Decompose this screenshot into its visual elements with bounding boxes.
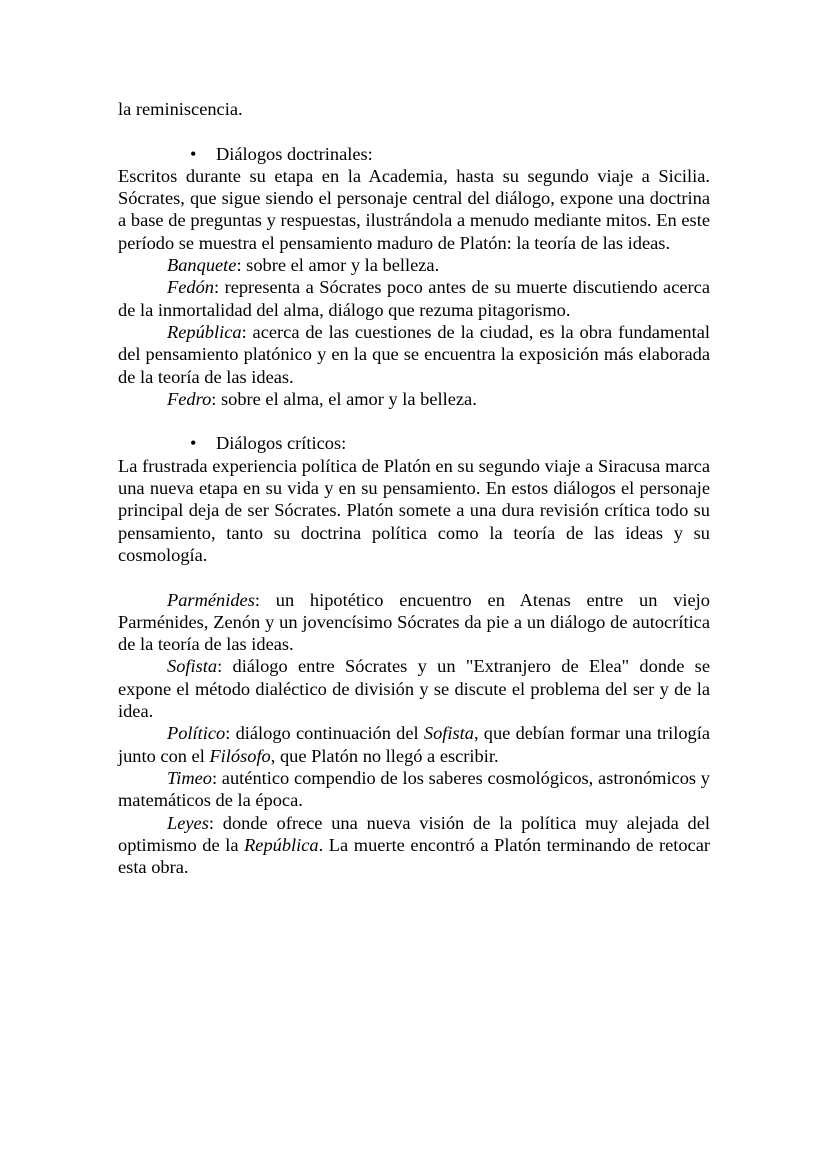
bullet-icon: • bbox=[190, 143, 197, 164]
work-entry-republica: República: acerca de las cuestiones de la ciudad, es la obra fundamental del pensamiento platónico y en la que se encuentra la exposición más elaborada de la teoría de las ideas. bbox=[118, 321, 710, 387]
intro-fragment: la reminiscencia. bbox=[118, 99, 243, 119]
work-title: Timeo bbox=[167, 767, 212, 788]
work-entry-banquete: Banquete: sobre el amor y la belleza. bbox=[167, 255, 440, 276]
work-title: Político bbox=[167, 723, 226, 744]
work-title: Fedro bbox=[167, 388, 212, 409]
spacer bbox=[118, 566, 710, 588]
spacer bbox=[118, 410, 710, 432]
work-entry-sofista: Sofista: diálogo entre Sócrates y un "Extranjero de Elea" donde se expone el método dialéctico de división y se discute el problema del ser y de la idea. bbox=[118, 656, 710, 722]
work-title: Fedón bbox=[167, 277, 214, 298]
work-reference: República bbox=[244, 834, 319, 855]
work-entry-timeo: Timeo: auténtico compendio de los saberes cosmológicos, astronómicos y matemáticos de la época. bbox=[118, 767, 710, 811]
work-title: Leyes bbox=[167, 812, 209, 833]
doctrinales-paragraph: Escritos durante su etapa en la Academia, hasta su segundo viaje a Sicilia. Sócrates, que sigue siendo el personaje central del diálogo, expone una doctrina a base de preguntas y respuestas, ilustrándola a menudo mediante mitos. En este período se muestra el pensamiento maduro de Platón: la teoría de las ideas. bbox=[118, 165, 710, 253]
work-entry-politico: Político: diálogo continuación del Sofista, que debían formar una trilogía junto con el Filósofo, que Platón no llegó a escribir. bbox=[118, 723, 710, 766]
document-page bbox=[118, 98, 710, 878]
bullet-icon: • bbox=[190, 433, 197, 454]
work-entry-fedon: Fedón: representa a Sócrates poco antes de su muerte discutiendo acerca de la inmortalidad del alma, diálogo que rezuma pitagorismo. bbox=[118, 277, 710, 320]
work-entry-parmenides: Parménides: un hipotético encuentro en Atenas entre un viejo Parménides, Zenón y un jovencísimo Sócrates da pie a un diálogo de autocrítica de la teoría de las ideas. bbox=[118, 589, 710, 655]
work-reference: Sofista bbox=[423, 723, 474, 744]
work-title: Banquete bbox=[167, 255, 237, 276]
work-reference: Filósofo bbox=[209, 745, 271, 766]
work-title: Parménides bbox=[167, 589, 255, 610]
work-title: República bbox=[167, 321, 242, 342]
work-entry-fedro: Fedro: sobre el alma, el amor y la belleza. bbox=[167, 388, 477, 409]
work-entry-leyes: Leyes: donde ofrece una nueva visión de la política muy alejada del optimismo de la República. La muerte encontró a Platón terminando de retocar esta obra. bbox=[118, 812, 710, 878]
criticos-paragraph: La frustrada experiencia política de Platón en su segundo viaje a Siracusa marca una nueva etapa en su vida y en su pensamiento. En estos diálogos el personaje principal deja de ser Sócrates. Platón somete a una dura revisión crítica todo su pensamiento, tanto su doctrina política como la teoría de las ideas y su cosmología. bbox=[118, 455, 710, 565]
spacer bbox=[118, 120, 710, 142]
work-title: Sofista bbox=[167, 656, 218, 677]
section-heading-doctrinales: • Diálogos doctrinales: bbox=[190, 143, 373, 164]
section-heading-criticos: • Diálogos críticos: bbox=[190, 433, 347, 454]
